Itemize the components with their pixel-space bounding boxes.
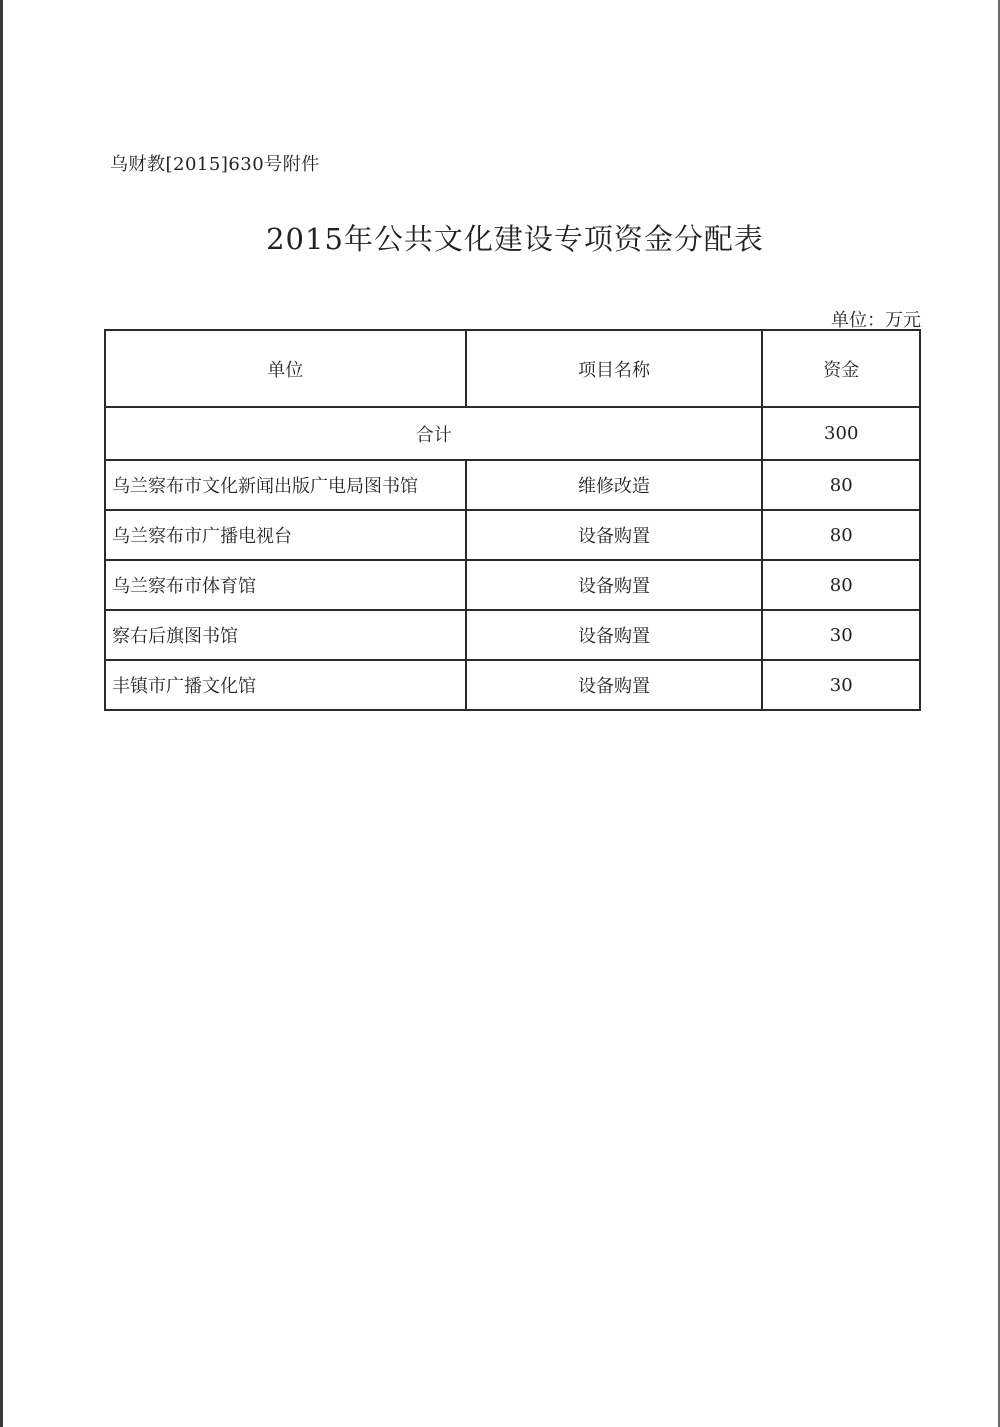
table-row [105, 660, 920, 710]
row-funds: 30 [762, 660, 920, 710]
table-row [105, 610, 920, 660]
unit-note: 单位：万元 [831, 310, 921, 331]
allocation-table [104, 329, 921, 711]
row-project: 设备购置 [466, 510, 763, 560]
total-label: 合计 [105, 407, 762, 460]
row-funds: 80 [762, 510, 920, 560]
table-header-row [105, 330, 920, 407]
header-project: 项目名称 [466, 330, 763, 407]
total-value: 300 [762, 407, 920, 460]
row-project: 设备购置 [466, 560, 763, 610]
row-unit: 乌兰察布市文化新闻出版广电局图书馆 [105, 460, 466, 510]
page-title: 2015年公共文化建设专项资金分配表 [266, 222, 764, 256]
row-project: 设备购置 [466, 660, 763, 710]
table-row [105, 460, 920, 510]
row-project: 设备购置 [466, 610, 763, 660]
row-unit: 察右后旗图书馆 [105, 610, 466, 660]
row-project: 维修改造 [466, 460, 763, 510]
table-row [105, 510, 920, 560]
header-funds: 资金 [762, 330, 920, 407]
row-funds: 30 [762, 610, 920, 660]
row-funds: 80 [762, 560, 920, 610]
document-reference: 乌财教[2015]630号附件 [110, 154, 320, 175]
page-edge-left [0, 0, 3, 1427]
header-unit: 单位 [105, 330, 466, 407]
table-row [105, 560, 920, 610]
row-unit: 丰镇市广播文化馆 [105, 660, 466, 710]
row-unit: 乌兰察布市体育馆 [105, 560, 466, 610]
total-row [105, 407, 920, 460]
row-funds: 80 [762, 460, 920, 510]
row-unit: 乌兰察布市广播电视台 [105, 510, 466, 560]
